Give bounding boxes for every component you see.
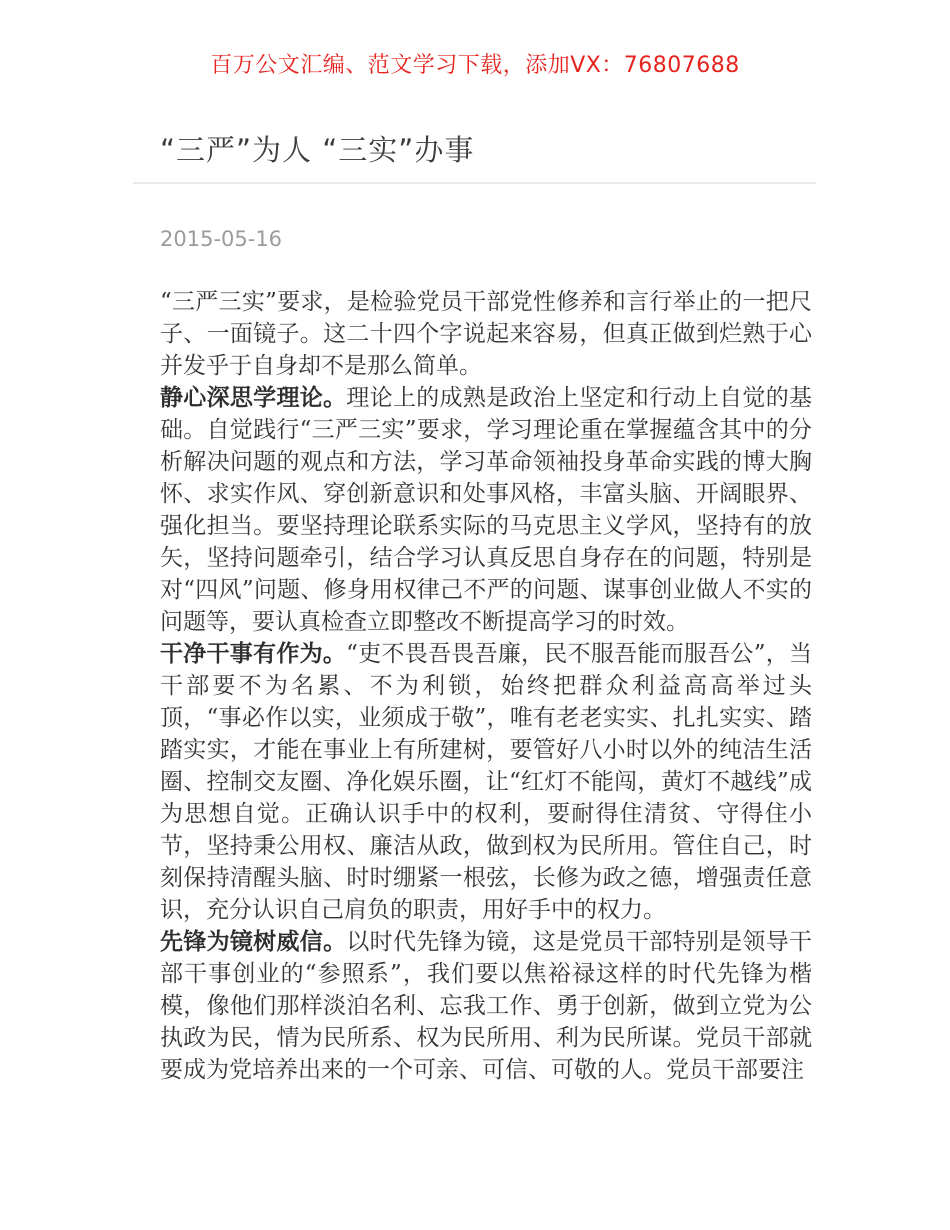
paragraph-text: 理论上的成熟是政治上坚定和行动上自觉的基础。自觉践行“三严三实”要求，学习理论重在掌握蕴含其中的分析解决问题的观点和方法，学习革命领袖投身革命实践的博大胸怀、求实作风、穿创新意识和处事风格，丰富头脑、开阔眼界、强化担当。要坚持理论联系实际的马克思主义学风，坚持有的放矢，坚持问题牵引，结合学习认真反思自身存在的问题，特别是对“四风”问题、修身用权律己不严的问题、谋事创业做人不实的问题等，要认真检查立即整改不断提高学习的时效。 bbox=[160, 385, 813, 635]
paragraph-clean-work bbox=[160, 638, 812, 926]
paragraph-text: “吏不畏吾畏吾廉，民不服吾能而服吾公”，当干部要不为名累、不为利锁，始终把群众利益高高举过头顶，“事必作以实，业须成于敬”，唯有老老实实、扎扎实实、踏踏实实，才能在事业上有所建树，要管好八小时以外的纯洁生活圈、控制交友圈、净化娱乐圈，让“红灯不能闯，黄灯不越线”成为思想自觉。正确认识手中的权利，要耐得住清贫、守得住小节，坚持秉公用权、廉洁从政，做到权为民所用。管住自己，时刻保持清醒头脑、时时绷紧一根弦，长修为政之德，增强责任意识，充分认识自己肩负的职责，用好手中的权力。 bbox=[160, 641, 812, 923]
paragraph-lead: 静心深思学理论。 bbox=[160, 384, 347, 411]
article-date: 2015-05-16 bbox=[160, 227, 283, 251]
paragraph-text: “三严三实”要求，是检验党员干部党性修养和言行举止的一把尺子、一面镜子。这二十四个字说起来容易，但真正做到烂熟于心并发乎于自身却不是那么简单。 bbox=[160, 289, 812, 379]
article bbox=[133, 132, 816, 1086]
promo-banner: 百万公文汇编、范文学习下载，添加VX：76807688 bbox=[210, 53, 740, 78]
paragraph-study-theory bbox=[160, 382, 812, 638]
article-body bbox=[133, 286, 816, 1086]
paragraph-lead: 干净干事有作为。 bbox=[160, 640, 347, 667]
paragraph-text: 以时代先锋为镜，这是党员干部特别是领导干部干事创业的“参照系”，我们要以焦裕禄这样的时代先锋为楷模，像他们那样淡泊名利、忘我工作、勇于创新，做到立党为公执政为民，情为民所系、权为民所用、利为民所谋。党员干部就要成为党培养出来的一个可亲、可信、可敬的人。党员干部要注 bbox=[160, 929, 813, 1083]
paragraph-intro bbox=[160, 286, 812, 382]
paragraph-pioneer-mirror bbox=[160, 926, 812, 1086]
paragraph-lead: 先锋为镜树威信。 bbox=[160, 928, 347, 955]
page-title: “三严”为人 “三实”办事 bbox=[160, 133, 475, 167]
title-divider bbox=[133, 182, 816, 184]
